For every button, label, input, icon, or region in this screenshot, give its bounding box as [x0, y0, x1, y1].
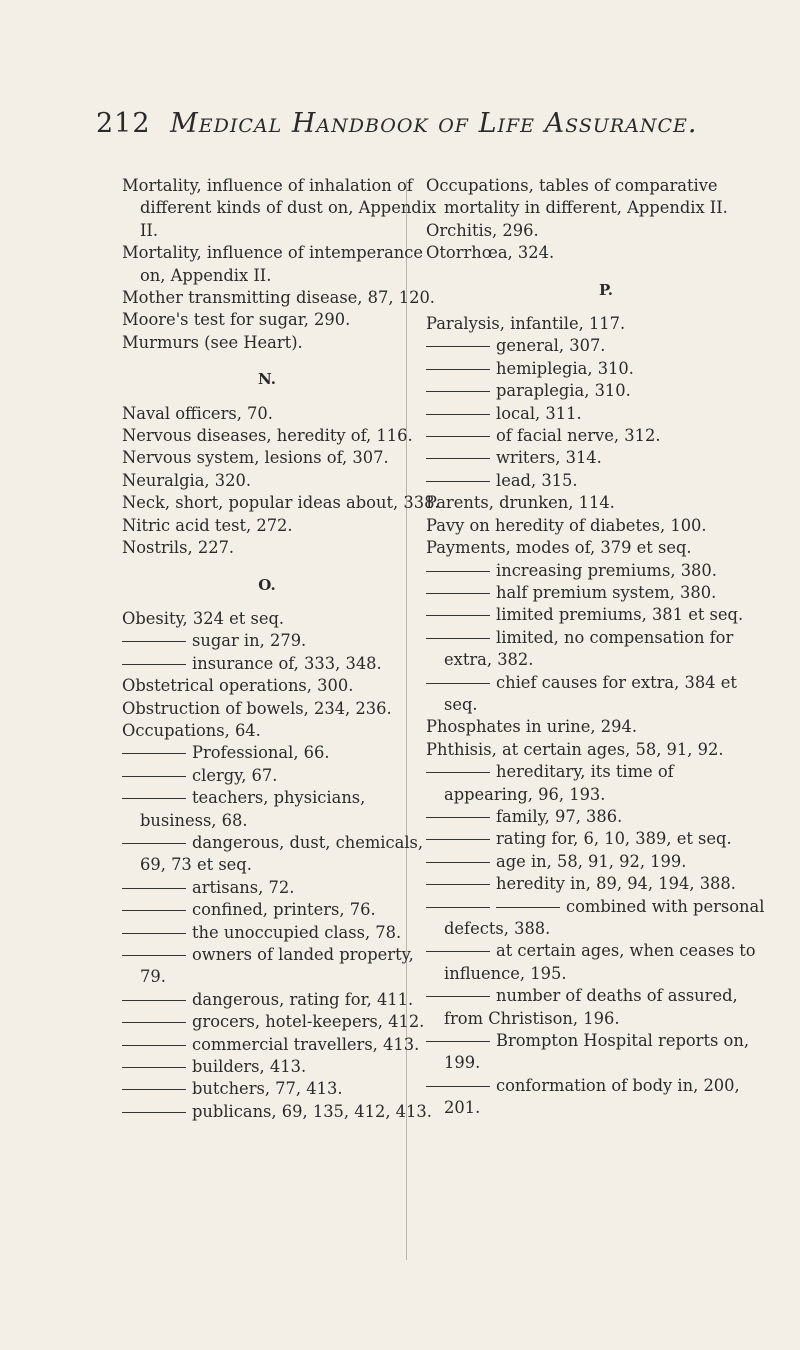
index-subentry: owners of landed property, 79.: [122, 944, 442, 989]
running-title: Medical Handbook of Life Assurance.: [170, 108, 698, 139]
ditto-dash: [426, 817, 490, 818]
index-entry: Pavy on heredity of diabetes, 100.: [426, 515, 707, 535]
index-subentry: increasing premiums, 380.: [426, 560, 766, 582]
ditto-dash: [426, 1086, 490, 1087]
ditto-dash: [122, 843, 186, 844]
index-subentry: Professional, 66.: [122, 742, 442, 764]
ditto-dash: [122, 1022, 186, 1023]
index-subentry: insurance of, 333, 348.: [122, 653, 442, 675]
right-column: [426, 175, 766, 1120]
index-subentry: limited, no compensation for extra, 382.: [426, 627, 766, 672]
index-subentry: limited premiums, 381 et seq.: [426, 604, 766, 626]
ditto-dash: [426, 346, 490, 347]
ditto-dash: [426, 862, 490, 863]
index-subentry: of facial nerve, 312.: [426, 425, 766, 447]
page-number: 212: [96, 108, 151, 139]
index-entry: Paralysis, infantile, 117.: [426, 314, 626, 334]
index-subentry: hemiplegia, 310.: [426, 358, 766, 380]
ditto-dash: [122, 641, 186, 642]
index-entry: Obstetrical operations, 300.: [122, 676, 354, 696]
index-subentry: teachers, physicians, business, 68.: [122, 787, 442, 832]
index-subentry: dangerous, dust, chemicals, 69, 73 et seq.: [122, 832, 442, 877]
ditto-dash: [426, 369, 490, 370]
index-entry: Mother transmitting disease, 87, 120.: [122, 288, 435, 308]
index-entry: Mortality, influence of intemperance on, Appendix II.: [122, 243, 424, 285]
index-entry: Mortality, influence of inhalation of different kinds of dust on, Appendix II.: [122, 176, 437, 240]
index-entry: Phosphates in urine, 294.: [426, 717, 637, 737]
index-subentry: publicans, 69, 135, 412, 413.: [122, 1101, 442, 1123]
index-entry: Neuralgia, 320.: [122, 470, 252, 490]
ditto-dash: [426, 996, 490, 997]
index-entry: Obesity, 324 et seq.: [122, 608, 285, 628]
index-entry: Payments, modes of, 379 et seq.: [426, 538, 692, 558]
ditto-dash: [426, 458, 490, 459]
ditto-dash: [122, 776, 186, 777]
index-subentry: clergy, 67.: [122, 765, 442, 787]
index-entry: Neck, short, popular ideas about, 338.: [122, 493, 440, 513]
index-subentry: dangerous, rating for, 411.: [122, 989, 442, 1011]
index-entry: Occupations, 64.: [122, 720, 261, 740]
index-subentry: grocers, hotel-keepers, 412.: [122, 1011, 442, 1033]
index-subentry: age in, 58, 91, 92, 199.: [426, 851, 766, 873]
ditto-dash: [496, 907, 560, 908]
index-entry: Nervous diseases, heredity of, 116.: [122, 426, 413, 446]
ditto-dash: [426, 391, 490, 392]
index-subentry: rating for, 6, 10, 389, et seq.: [426, 828, 766, 850]
ditto-dash: [426, 615, 490, 616]
ditto-dash: [426, 839, 490, 840]
ditto-dash: [122, 910, 186, 911]
ditto-dash: [426, 907, 490, 908]
index-subentry: family, 97, 386.: [426, 806, 766, 828]
index-subentry: lead, 315.: [426, 470, 766, 492]
section-letter-p: P.: [598, 280, 614, 299]
index-subentry: conformation of body in, 200, 201.: [426, 1075, 766, 1120]
index-subentry: number of deaths of assured, from Christison, 196.: [426, 985, 766, 1030]
index-entry: Nervous system, lesions of, 307.: [122, 448, 389, 468]
ditto-dash: [426, 571, 490, 572]
ditto-dash: [426, 414, 490, 415]
ditto-dash: [426, 683, 490, 684]
ditto-dash: [122, 1112, 186, 1113]
index-entry: Phthisis, at certain ages, 58, 91, 92.: [426, 739, 724, 759]
index-subentry: at certain ages, when ceases to influence, 195.: [426, 940, 766, 985]
ditto-dash: [426, 481, 490, 482]
index-entry: Occupations, tables of comparative mortality in different, Appendix II.: [426, 176, 728, 218]
ditto-dash: [122, 753, 186, 754]
left-column: [122, 175, 442, 1123]
section-letter-n: N.: [258, 370, 276, 389]
index-entry: Parents, drunken, 114.: [426, 493, 615, 513]
ditto-dash: [426, 772, 490, 773]
ditto-dash: [426, 884, 490, 885]
ditto-dash: [122, 888, 186, 889]
ditto-dash: [426, 951, 490, 952]
index-subentry: paraplegia, 310.: [426, 380, 766, 402]
index-subentry: half premium system, 380.: [426, 582, 766, 604]
ditto-dash: [426, 638, 490, 639]
index-subentry: sugar in, 279.: [122, 630, 442, 652]
index-subentry: hereditary, its time of appearing, 96, 193.: [426, 761, 766, 806]
ditto-dash: [122, 664, 186, 665]
index-entry: Nostrils, 227.: [122, 538, 235, 558]
ditto-dash: [426, 593, 490, 594]
index-subentry: local, 311.: [426, 403, 766, 425]
index-subentry: heredity in, 89, 94, 194, 388.: [426, 873, 766, 895]
ditto-dash: [122, 1067, 186, 1068]
index-entry: Orchitis, 296.: [426, 220, 539, 240]
page-header: [96, 108, 776, 139]
index-subentry: general, 307.: [426, 335, 766, 357]
index-subentry: Brompton Hospital reports on, 199.: [426, 1030, 766, 1075]
ditto-dash: [426, 1041, 490, 1042]
index-subentry: writers, 314.: [426, 447, 766, 469]
index-entry: Moore's test for sugar, 290.: [122, 310, 351, 330]
index-entry: Nitric acid test, 272.: [122, 515, 293, 535]
section-letter-o: O.: [258, 575, 276, 594]
index-subentry: chief causes for extra, 384 et seq.: [426, 672, 766, 717]
ditto-dash: [122, 1000, 186, 1001]
index-subentry: confined, printers, 76.: [122, 899, 442, 921]
index-entry: Otorrhœa, 324.: [426, 243, 555, 263]
index-subentry: commercial travellers, 413.: [122, 1034, 442, 1056]
index-subentry: artisans, 72.: [122, 877, 442, 899]
index-subentry: builders, 413.: [122, 1056, 442, 1078]
index-entry: Murmurs (see Heart).: [122, 332, 303, 352]
ditto-dash: [122, 798, 186, 799]
ditto-dash: [122, 1089, 186, 1090]
index-subentry: butchers, 77, 413.: [122, 1078, 442, 1100]
ditto-dash: [122, 955, 186, 956]
ditto-dash: [122, 933, 186, 934]
index-subentry: the unoccupied class, 78.: [122, 922, 442, 944]
ditto-dash: [426, 436, 490, 437]
index-entry: Obstruction of bowels, 234, 236.: [122, 698, 392, 718]
ditto-dash: [122, 1045, 186, 1046]
index-entry: Naval officers, 70.: [122, 403, 273, 423]
index-subentry: combined with personal defects, 388.: [426, 896, 766, 941]
